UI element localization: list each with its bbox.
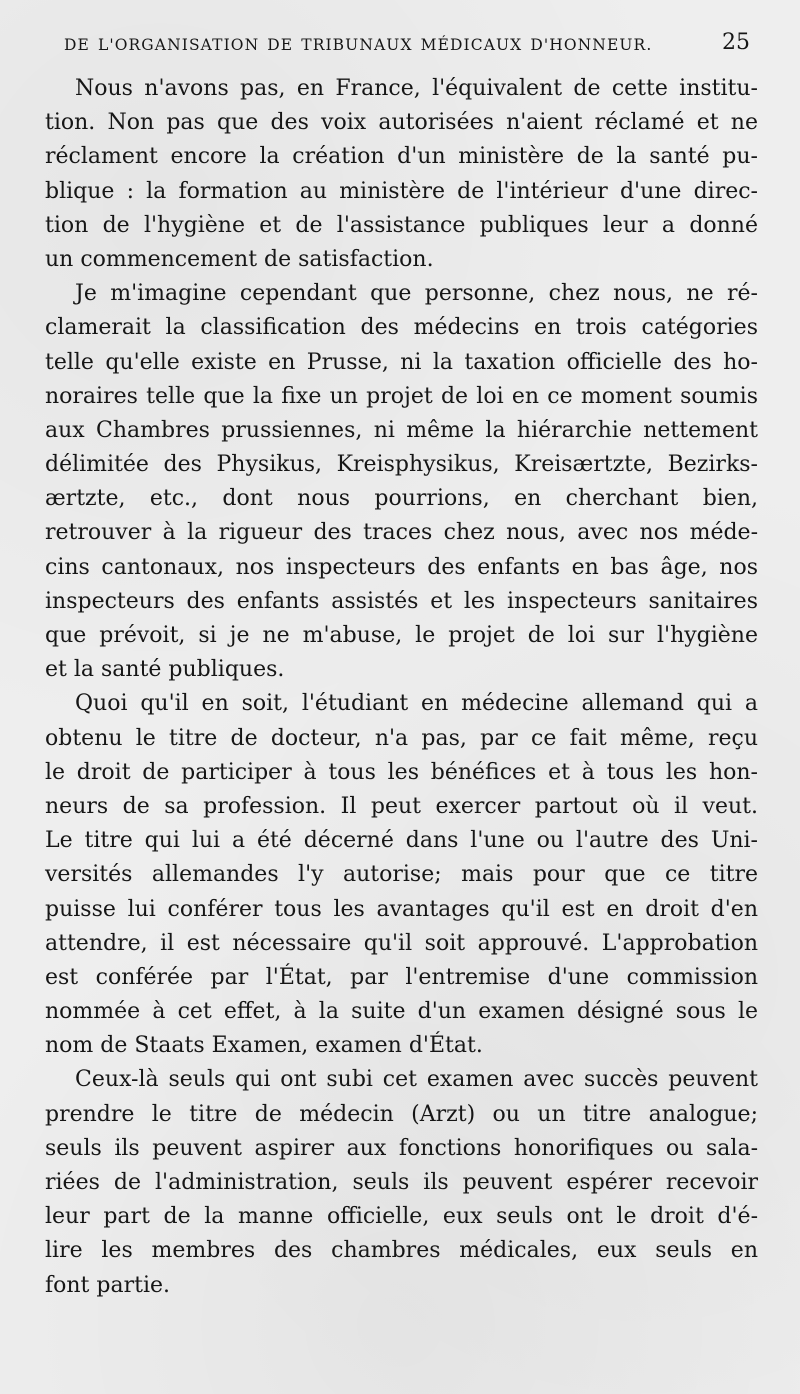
text-line: prendre le titre de médecin (Arzt) ou un titre analogue; xyxy=(45,1101,758,1127)
text-line: tion. Non pas que des voix autorisées n'aient réclamé et ne xyxy=(45,110,758,136)
text-line: ærtzte, etc., dont nous pourrions, en cherchant bien, xyxy=(45,486,758,512)
text-line: font partie. xyxy=(45,1272,170,1298)
text-line: aux Chambres prussiennes, ni même la hiérarchie nettement xyxy=(45,417,758,443)
text-line: seuls ils peuvent aspirer aux fonctions honorifiques ou sala- xyxy=(45,1135,758,1161)
text-line: noraires telle que la fixe un projet de loi en ce moment soumis xyxy=(45,383,758,409)
page-number: 25 xyxy=(722,30,750,55)
text-line: versités allemandes l'y autorise; mais pour que ce titre xyxy=(45,862,758,888)
text-line: Je m'imagine cependant que personne, chez nous, ne ré- xyxy=(75,281,758,307)
paragraph-4 xyxy=(45,1063,758,1302)
text-line: nommée à cet effet, à la suite d'un examen désigné sous le xyxy=(45,999,758,1025)
text-line: délimitée des Physikus, Kreisphysikus, Kreisærtzte, Bezirks- xyxy=(45,452,758,478)
text-line: un commencement de satisfaction. xyxy=(45,246,434,272)
text-line: blique : la formation au ministère de l'intérieur d'une direc- xyxy=(45,178,758,204)
text-line: leur part de la manne officielle, eux seuls ont le droit d'é- xyxy=(45,1204,758,1230)
body-text xyxy=(45,72,758,1303)
text-line: Le titre qui lui a été décerné dans l'une ou l'autre des Uni- xyxy=(45,828,758,854)
text-line: Ceux-là seuls qui ont subi cet examen avec succès peuvent xyxy=(75,1067,758,1093)
paragraph-3 xyxy=(45,687,758,1063)
text-line: obtenu le titre de docteur, n'a pas, par ce fait même, reçu xyxy=(45,725,758,751)
text-line: puisse lui conférer tous les avantages qu'il est en droit d'en xyxy=(45,896,758,922)
text-line: Nous n'avons pas, en France, l'équivalent de cette institu- xyxy=(75,76,758,101)
text-line: inspecteurs des enfants assistés et les inspecteurs sanitaires xyxy=(45,588,758,614)
running-head xyxy=(0,32,800,62)
text-line: riées de l'administration, seuls ils peuvent espérer recevoir xyxy=(45,1170,758,1195)
text-line: cins cantonaux, nos inspecteurs des enfants en bas âge, nos xyxy=(45,554,758,580)
running-title: DE L'ORGANISATION DE TRIBUNAUX MÉDICAUX D'HONNEUR. xyxy=(64,36,653,54)
text-line: telle qu'elle existe en Prusse, ni la taxation officielle des ho- xyxy=(45,349,758,375)
text-line: que prévoit, si je ne m'abuse, le projet de loi sur l'hygiène xyxy=(45,623,758,648)
text-line: attendre, il est nécessaire qu'il soit approuvé. L'approbation xyxy=(45,930,758,956)
text-line: neurs de sa profession. Il peut exercer partout où il veut. xyxy=(45,793,758,819)
paragraph-1 xyxy=(45,72,758,277)
paragraph-2 xyxy=(45,277,758,687)
text-line: est conférée par l'État, par l'entremise d'une commission xyxy=(45,964,758,990)
text-line: clamerait la classification des médecins en trois catégories xyxy=(45,315,758,341)
text-line: et la santé publiques. xyxy=(45,657,285,683)
text-line: lire les membres des chambres médicales, eux seuls en xyxy=(45,1238,758,1264)
text-line: réclament encore la création d'un ministère de la santé pu- xyxy=(45,144,758,170)
text-line: retrouver à la rigueur des traces chez nous, avec nos méde- xyxy=(45,520,758,546)
text-line: tion de l'hygiène et de l'assistance publiques leur a donné xyxy=(45,212,758,238)
text-line: le droit de participer à tous les bénéfices et à tous les hon- xyxy=(45,759,758,785)
text-line: nom de Staats Examen, examen d'État. xyxy=(45,1033,483,1059)
text-line: Quoi qu'il en soit, l'étudiant en médecine allemand qui a xyxy=(75,691,758,717)
